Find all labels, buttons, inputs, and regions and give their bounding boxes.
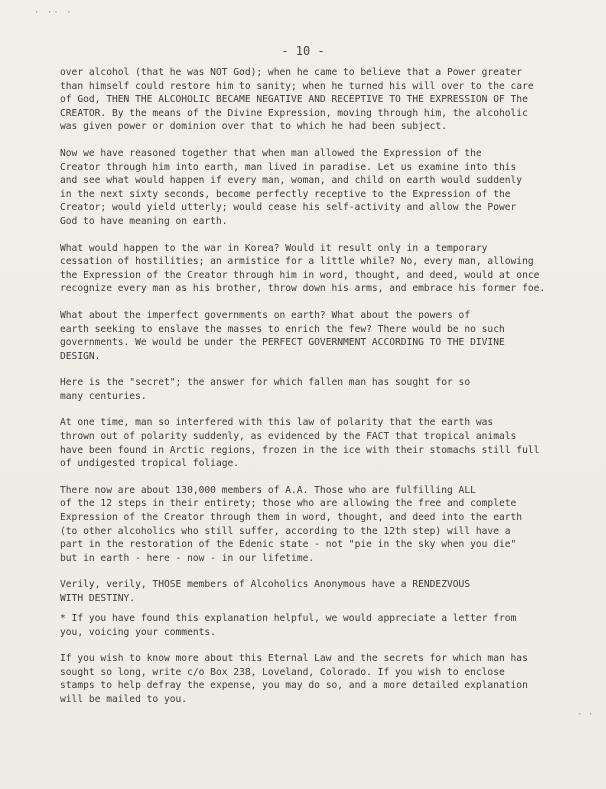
- text-line: If you wish to know more about this Eternal Law and the secrets for which man has: [60, 653, 528, 665]
- footnote-paragraph-1: [60, 612, 580, 639]
- paragraph-6: [60, 416, 580, 470]
- page-number: - 10 -: [281, 44, 325, 58]
- text-line: governments. We would be under the PERFECT GOVERNMENT ACCORDING TO THE DIVINE: [60, 337, 505, 349]
- text-line: DESIGN.: [60, 350, 101, 362]
- text-line: Creator through him into earth, man lived in paradise. Let us examine into this: [60, 161, 517, 173]
- paragraph-2: [60, 147, 580, 229]
- paragraph-8: [60, 578, 580, 605]
- text-line: of the 12 steps in their entirety; those who are allowing the free and complete: [60, 498, 517, 510]
- text-line: than himself could restore him to sanity; when he turned his will over to the care: [60, 80, 534, 92]
- edge-mark: · ·: [577, 710, 594, 720]
- text-line: There now are about 130,000 members of A.A. Those who are fulfilling ALL: [60, 484, 476, 496]
- text-line: you, voicing your comments.: [60, 626, 216, 638]
- text-line: Expression of the Creator through them in word, thought, and deed into the earth: [60, 512, 523, 524]
- text-line: At one time, man so interfered with this law of polarity that the earth was: [60, 417, 494, 429]
- text-line: * If you have found this explanation helpful, we would appreciate a letter from: [60, 613, 517, 624]
- text-line: WITH DESTINY.: [60, 593, 136, 604]
- text-line: recognize every man as his brother, throw down his arms, and embrace his former foe.: [60, 283, 546, 295]
- text-line: of God, THEN THE ALCOHOLIC BECAME NEGATIVE AND RECEPTIVE TO THE EXPRESSION OF The: [60, 94, 528, 106]
- text-line: of undigested tropical foliage.: [60, 458, 240, 470]
- text-line: earth seeking to enslave the masses to enrich the few? There would be no such: [60, 323, 505, 335]
- text-line: God to have meaning on earth.: [60, 215, 228, 227]
- text-line: Creator; would yield utterly; would cease his self-activity and allow the Power: [60, 202, 517, 214]
- paragraph-4: [60, 309, 580, 363]
- text-line: and see what would happen if every man, woman, and child on earth would suddenly: [60, 175, 523, 187]
- paragraph-1: [60, 66, 580, 134]
- text-line: cessation of hostilities; an armistice for a little while? No, every man, allowing: [60, 256, 534, 268]
- text-line: Now we have reasoned together that when man allowed the Expression of the: [60, 147, 482, 159]
- text-line: Verily, verily, THOSE members of Alcoholics Anonymous have a RENDEZVOUS: [60, 579, 471, 591]
- text-line: but in earth - here - now - in our lifetime.: [60, 552, 315, 564]
- text-line: the Expression of the Creator through him in word, thought, and deed, would at once: [60, 269, 540, 281]
- corner-mark: · ·· ·: [34, 8, 73, 18]
- text-line: Here is the "secret"; the answer for which fallen man has sought for so: [60, 377, 471, 389]
- footnote: [60, 612, 580, 720]
- text-line: CREATOR. By the means of the Divine Expression, moving through him, the alcoholic: [60, 107, 528, 119]
- footnote-paragraph-2: [60, 652, 580, 706]
- paragraph-7: [60, 484, 580, 566]
- body-text: [60, 66, 580, 619]
- text-line: will be mailed to you.: [60, 693, 188, 705]
- paragraph-5: [60, 376, 580, 403]
- text-line: have been found in Arctic regions, frozen in the ice with their stomachs still full: [60, 444, 540, 456]
- text-line: part in the restoration of the Edenic state - not "pie in the sky when you die": [60, 539, 517, 551]
- paragraph-3: [60, 242, 580, 296]
- text-line: (to other alcoholics who still suffer, according to the 12th step) will have a: [60, 525, 511, 537]
- text-line: stamps to help defray the expense, you may do so, and a more detailed explanation: [60, 680, 528, 692]
- text-line: in the next sixty seconds, become perfectly receptive to the Expression of the: [60, 188, 511, 200]
- text-line: over alcohol (that he was NOT God); when he came to believe that a Power greater: [60, 67, 523, 78]
- text-line: What about the imperfect governments on earth? What about the powers of: [60, 309, 471, 321]
- text-line: sought so long, write c/o Box 238, Loveland, Colorado. If you wish to enclose: [60, 666, 505, 678]
- text-line: thrown out of polarity suddenly, as evidenced by the FACT that tropical animals: [60, 431, 517, 443]
- text-line: What would happen to the war in Korea? Would it result only in a temporary: [60, 242, 488, 254]
- text-line: many centuries.: [60, 390, 147, 402]
- text-line: was given power or dominion over that to which he had been subject.: [60, 121, 447, 133]
